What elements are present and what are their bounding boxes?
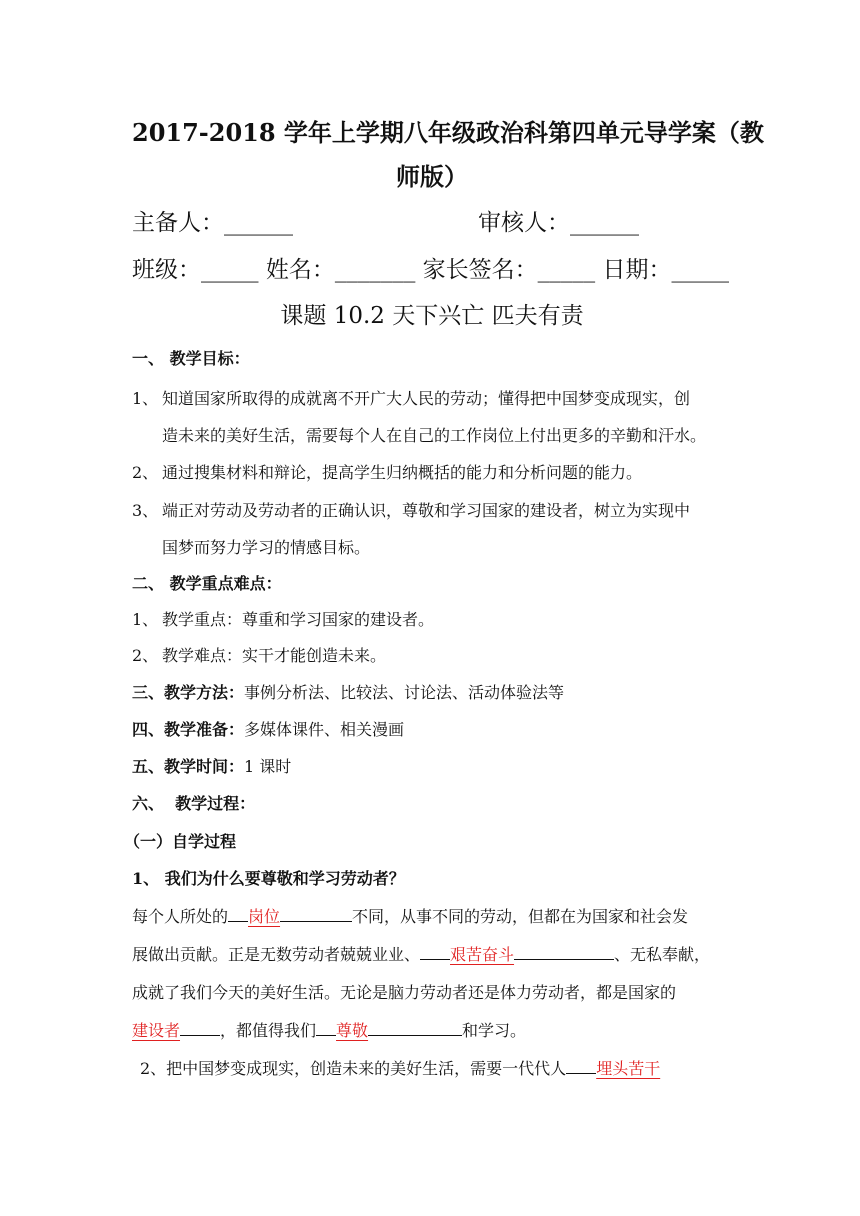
key1-number: 1、	[132, 610, 159, 629]
time-heading: 五、教学时间：	[132, 757, 245, 776]
paragraph1-line3: 成就了我们今天的美好生活。无论是脑力劳动者还是体力劳动者，都是国家的	[132, 983, 677, 1002]
goal2-number: 2、	[132, 463, 159, 482]
goal2-line1: 通过搜集材料和辩论，提高学生归纳概括的能力和分析问题的能力。	[162, 463, 643, 482]
answer-respect: 尊敬	[336, 1021, 369, 1040]
name-blank: _______	[334, 257, 416, 283]
time-text: 1 课时	[244, 757, 292, 776]
method-line	[132, 680, 564, 703]
document-title-line1: 2017-2018 学年上学期八年级政治科第四单元导学案（教	[132, 118, 764, 147]
paragraph1-line1	[132, 904, 688, 927]
parent-signature-blank: _____	[537, 257, 596, 283]
answer-builder: 建设者	[132, 1021, 181, 1040]
question1: 1、 我们为什么要尊敬和学习劳动者？	[132, 869, 405, 888]
preparer-blank: ______	[224, 210, 293, 236]
date-label: 日期：	[602, 257, 672, 283]
answer-hard-work: 艰苦奋斗	[450, 945, 515, 964]
paragraph1-text: 和学习。	[462, 1021, 527, 1040]
class-label: 班级：	[132, 257, 201, 283]
time-line	[132, 754, 291, 777]
class-blank: _____	[201, 257, 259, 283]
answer-post: 岗位	[248, 907, 281, 926]
class-name-parent-date-line	[132, 251, 729, 284]
goal1-line1: 知道国家所取得的成就离不开广大人民的劳动；懂得把中国梦变成现实，创	[162, 389, 691, 408]
prep-text: 多媒体课件、相关漫画	[244, 720, 405, 739]
goal1-line2: 造未来的美好生活，需要每个人在自己的工作岗位上付出更多的辛勤和汗水。	[162, 426, 707, 445]
key2-number: 2、	[132, 646, 159, 665]
paragraph1-text: 展做出贡献。正是无数劳动者兢兢业业、	[132, 945, 421, 964]
parent-signature-label: 家长签名：	[422, 257, 538, 283]
name-label: 姓名：	[265, 257, 335, 283]
paragraph1-line4	[132, 1018, 526, 1041]
goal1-number: 1、	[132, 389, 159, 408]
process-heading: 六、 教学过程：	[132, 794, 256, 813]
date-blank: _____	[671, 257, 729, 283]
answer-hard-working: 埋头苦干	[596, 1059, 661, 1078]
paragraph2-line1	[140, 1056, 660, 1079]
goal3-number: 3、	[132, 501, 159, 520]
prep-line	[132, 717, 404, 740]
goal3-line1: 端正对劳动及劳动者的正确认识，尊敬和学习国家的建设者，树立为实现中	[162, 501, 691, 520]
reviewer-label: 审核人：	[478, 210, 570, 236]
paragraph1-text: 每个人所处的	[132, 907, 229, 926]
document-title-line2: 师版）	[396, 162, 468, 191]
goals-heading: 一、 教学目标：	[132, 349, 250, 368]
key2-text: 教学难点：实干才能创造未来。	[162, 646, 387, 665]
self-study-heading: （一）自学过程	[124, 832, 237, 851]
goal3-line2: 国梦而努力学习的情感目标。	[162, 538, 371, 557]
prep-heading: 四、教学准备：	[132, 720, 245, 739]
lesson-title: 课题 10.2 天下兴亡 匹夫有责	[280, 303, 584, 329]
preparer-field	[132, 204, 293, 237]
key-points-heading: 二、 教学重点难点：	[132, 574, 282, 593]
method-text: 事例分析法、比较法、讨论法、活动体验法等	[244, 683, 565, 702]
paragraph1-text: 不同，从事不同的劳动，但都在为国家和社会发	[352, 907, 689, 926]
reviewer-field	[478, 204, 639, 237]
paragraph1-text: ，都值得我们	[220, 1021, 317, 1040]
key1-text: 教学重点：尊重和学习国家的建设者。	[162, 610, 435, 629]
paragraph1-line2	[132, 942, 710, 965]
paragraph1-text: 、无私奉献，	[614, 945, 711, 964]
method-heading: 三、教学方法：	[132, 683, 245, 702]
reviewer-blank: ______	[570, 210, 639, 236]
paragraph2-text: 2、把中国梦变成现实，创造未来的美好生活，需要一代代人	[140, 1059, 567, 1078]
preparer-label: 主备人：	[132, 210, 224, 236]
